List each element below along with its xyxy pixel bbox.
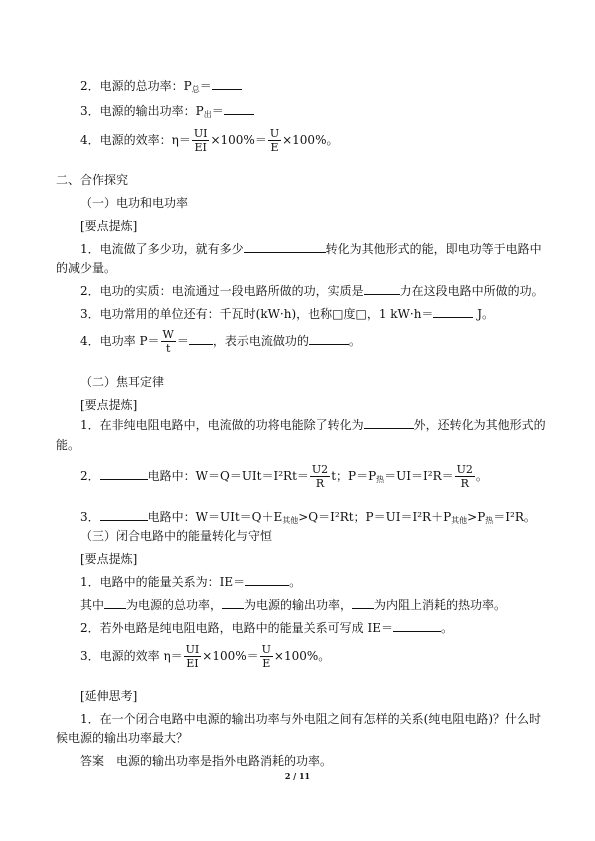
text: 能。	[56, 438, 81, 452]
fill-blank	[309, 333, 349, 345]
text: 其中	[80, 598, 105, 612]
fraction	[184, 643, 202, 670]
fill-blank	[100, 468, 148, 480]
text: ＝	[176, 334, 189, 348]
item-output-power	[80, 103, 254, 121]
fraction	[310, 463, 330, 490]
text: ×100%。	[282, 133, 339, 147]
text: ×100%＝	[202, 649, 259, 663]
text: 力在这段电路中所做的功。	[399, 284, 544, 298]
subsection-heading: （二）焦耳定律	[80, 375, 165, 389]
fill-blank	[364, 283, 400, 295]
text: 2．若外电路是纯电阻电路，电路中的能量关系可写成 IE＝	[80, 621, 393, 635]
numerator: UI	[193, 127, 208, 140]
fill-blank	[393, 620, 441, 632]
fill-blank	[212, 78, 242, 90]
paragraph	[80, 460, 488, 494]
text: 2．电功的实质：电流通过一段电路所做的功，实质是	[80, 284, 364, 298]
text: t；P＝P	[331, 469, 377, 483]
text: 2．	[80, 469, 100, 483]
denominator: EI	[194, 141, 207, 154]
denominator: EI	[186, 657, 199, 670]
text: 转化为其他形式的能，即电功等于电路中	[325, 242, 542, 256]
fraction	[192, 127, 210, 154]
text: ＝I²R。	[493, 510, 536, 524]
text: ＝	[199, 79, 212, 93]
text: 2．电源的总功率：P	[80, 79, 192, 93]
text: 3．	[80, 510, 100, 524]
text: 。	[289, 575, 302, 589]
item-efficiency	[80, 126, 338, 154]
text: >P	[467, 510, 486, 524]
paragraph	[80, 327, 361, 355]
numerator: W	[162, 328, 174, 341]
fill-blank	[352, 597, 374, 609]
text: J。	[473, 307, 495, 321]
text: ×100%。	[273, 649, 331, 663]
fraction	[268, 127, 281, 154]
answer-text: 答案 电源的输出功率是指外电路消耗的功率。	[80, 754, 333, 768]
text: 外，还转化为其他形式的	[413, 418, 546, 432]
section-heading: 二、合作探究	[56, 173, 129, 187]
fill-blank	[433, 306, 473, 318]
subscript: 热	[376, 475, 385, 484]
text: ＝	[211, 104, 224, 118]
subscript: 出	[203, 110, 212, 119]
text: >Q＝I²Rt；P＝UI＝I²R＋P	[298, 510, 452, 524]
fraction	[161, 328, 176, 355]
subscript: 热	[485, 516, 494, 525]
numerator: U	[269, 127, 280, 140]
paragraph	[80, 241, 542, 257]
paragraph	[80, 509, 536, 527]
text: 。	[440, 621, 453, 635]
subscript: 其他	[451, 516, 468, 525]
item-total-power	[80, 78, 242, 96]
text: 的减少量。	[56, 261, 117, 275]
text: 。	[475, 469, 488, 483]
text: 1．在一个闭合电路中电源的输出功率与外电阻之间有怎样的关系(纯电阻电路)？什么时	[80, 712, 542, 726]
text: ＝UI＝I²R＝	[384, 469, 454, 483]
text: 候电源的输出功率最大？	[56, 731, 189, 745]
subsection-heading: （一）电功和电功率	[80, 196, 189, 210]
key-points-tag: [要点提炼]	[80, 552, 138, 566]
paragraph	[80, 640, 330, 672]
numerator: U2	[311, 463, 329, 476]
subscript: 其他	[282, 516, 299, 525]
numerator: UI	[185, 643, 200, 656]
text: 为电源的输出功率，	[244, 598, 353, 612]
paragraph	[80, 597, 506, 613]
denominator: t	[165, 342, 171, 355]
fraction	[455, 463, 475, 490]
text: 3．电源的输出功率：P	[80, 104, 204, 118]
text: ×100%＝	[210, 133, 267, 147]
text: 3．电功常用的单位还有：千瓦时(kW·h)，也称□度□，1 kW·h＝	[80, 307, 434, 321]
numerator: U2	[456, 463, 473, 476]
text: 1．在非纯电阻电路中，电流做的功将电能除了转化为	[80, 418, 364, 432]
subscript: 总	[191, 85, 200, 94]
text: ，表示电流做功的	[212, 334, 309, 348]
text: 3．电源的效率 η＝	[80, 649, 183, 663]
denominator: E	[270, 141, 279, 154]
text: 为电源的总功率，	[126, 598, 223, 612]
page-number: 2 / 11	[284, 771, 311, 781]
paragraph	[80, 620, 453, 636]
subsection-heading: （三）闭合电路中的能量转化与守恒	[80, 529, 273, 543]
fill-blank	[100, 509, 148, 521]
fill-blank	[245, 574, 289, 586]
key-points-tag: [要点提炼]	[80, 219, 138, 233]
text: 4．电功率 P＝	[80, 334, 160, 348]
fill-blank	[364, 417, 414, 429]
extended-thinking-tag: [延伸思考]	[80, 689, 138, 703]
text: 。	[348, 334, 361, 348]
paragraph	[80, 417, 546, 433]
fill-blank	[244, 241, 326, 253]
denominator: R	[315, 477, 325, 490]
text: 4．电源的效率：η＝	[80, 133, 191, 147]
fill-blank	[104, 597, 126, 609]
paragraph	[80, 574, 301, 590]
denominator: R	[460, 477, 469, 490]
fill-blank	[224, 103, 254, 115]
text: 1．电路中的能量关系为：IE＝	[80, 575, 246, 589]
numerator: U	[261, 643, 271, 656]
text: 1．电流做了多少功，就有多少	[80, 242, 244, 256]
text: 电路中：W＝UIt＝Q＋E	[147, 510, 283, 524]
paragraph	[80, 306, 494, 322]
key-points-tag: [要点提炼]	[80, 398, 138, 412]
fraction	[260, 643, 273, 670]
text: 电路中：W＝Q＝UIt＝I²Rt＝	[147, 469, 309, 483]
fill-blank	[222, 597, 244, 609]
paragraph	[80, 283, 544, 299]
denominator: E	[262, 657, 271, 670]
text: 为内阻上消耗的热功率。	[374, 598, 507, 612]
fill-blank	[189, 333, 213, 345]
